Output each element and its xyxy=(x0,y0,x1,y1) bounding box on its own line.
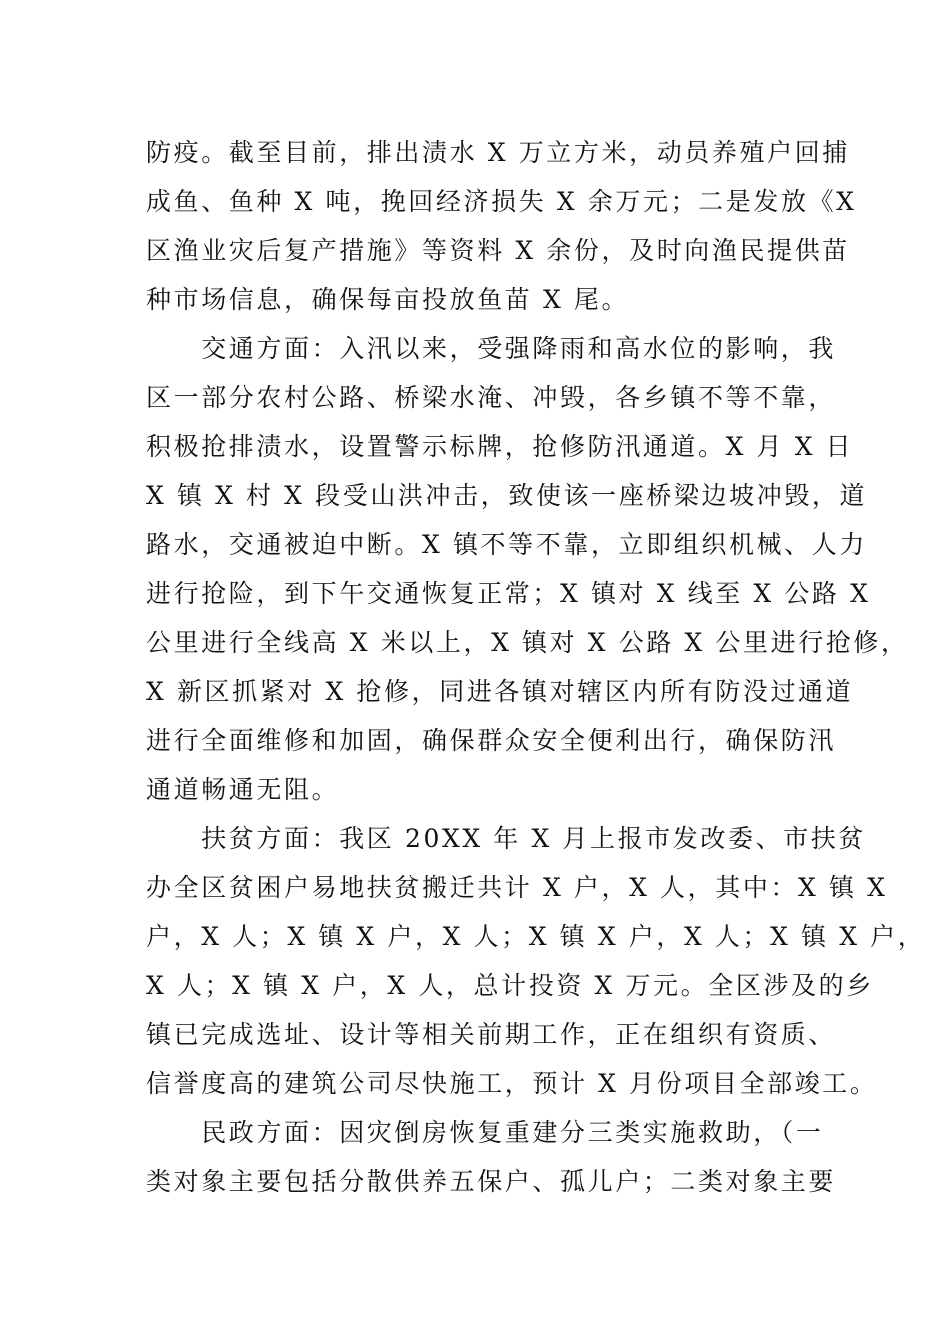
text-line: 镇已完成选址、设计等相关前期工作，正在组织有资质、 xyxy=(146,1020,837,1049)
text-line: 办全区贫困户易地扶贫搬迁共计 X 户，X 人，其中：X 镇 X xyxy=(146,873,888,902)
text-line: 公里进行全线高 X 米以上，X 镇对 X 公路 X 公里进行抢修， xyxy=(146,628,909,657)
text-line: 区一部分农村公路、桥梁水淹、冲毁，各乡镇不等不靠， xyxy=(146,383,837,412)
text-line: X 新区抓紧对 X 抢修，同进各镇对辖区内所有防没过通道 xyxy=(146,677,854,706)
text-line: 积极抢排渍水，设置警示标牌，抢修防汛通道。X 月 X 日 xyxy=(146,432,854,461)
text-line: X 人；X 镇 X 户，X 人，总计投资 X 万元。全区涉及的乡 xyxy=(146,971,874,1000)
text-line: 通道畅通无阻。 xyxy=(146,775,340,804)
text-line: 防疫。截至目前，排出渍水 X 万立方米，动员养殖户回捕 xyxy=(146,138,850,167)
text-line: 信誉度高的建筑公司尽快施工，预计 X 月份项目全部竣工。 xyxy=(146,1069,878,1098)
text-line: 种市场信息，确保每亩投放鱼苗 X 尾。 xyxy=(146,285,630,314)
text-line: 户，X 人；X 镇 X 户，X 人；X 镇 X 户，X 人；X 镇 X 户， xyxy=(146,922,926,951)
text-line: 民政方面：因灾倒房恢复重建分三类实施救助，（一 xyxy=(146,1118,824,1147)
text-line: 进行全面维修和加固，确保群众安全便利出行，确保防汛 xyxy=(146,726,837,755)
text-line: 路水，交通被迫中断。X 镇不等不靠，立即组织机械、人力 xyxy=(146,530,867,559)
text-line: 区渔业灾后复产措施》等资料 X 余份，及时向渔民提供苗 xyxy=(146,236,850,265)
text-line: 成鱼、鱼种 X 吨，挽回经济损失 X 余万元；二是发放《X xyxy=(146,187,857,216)
text-line: 进行抢险，到下午交通恢复正常；X 镇对 X 线至 X 公路 X xyxy=(146,579,871,608)
text-line: 交通方面：入汛以来，受强降雨和高水位的影响，我 xyxy=(146,334,837,363)
document-body xyxy=(146,128,926,1206)
text-line: X 镇 X 村 X 段受山洪冲击，致使该一座桥梁边坡冲毁，道 xyxy=(146,481,868,510)
text-line: 类对象主要包括分散供养五保户、孤儿户；二类对象主要 xyxy=(146,1167,837,1196)
text-line: 扶贫方面：我区 20XX 年 X 月上报市发改委、市扶贫 xyxy=(146,824,866,853)
